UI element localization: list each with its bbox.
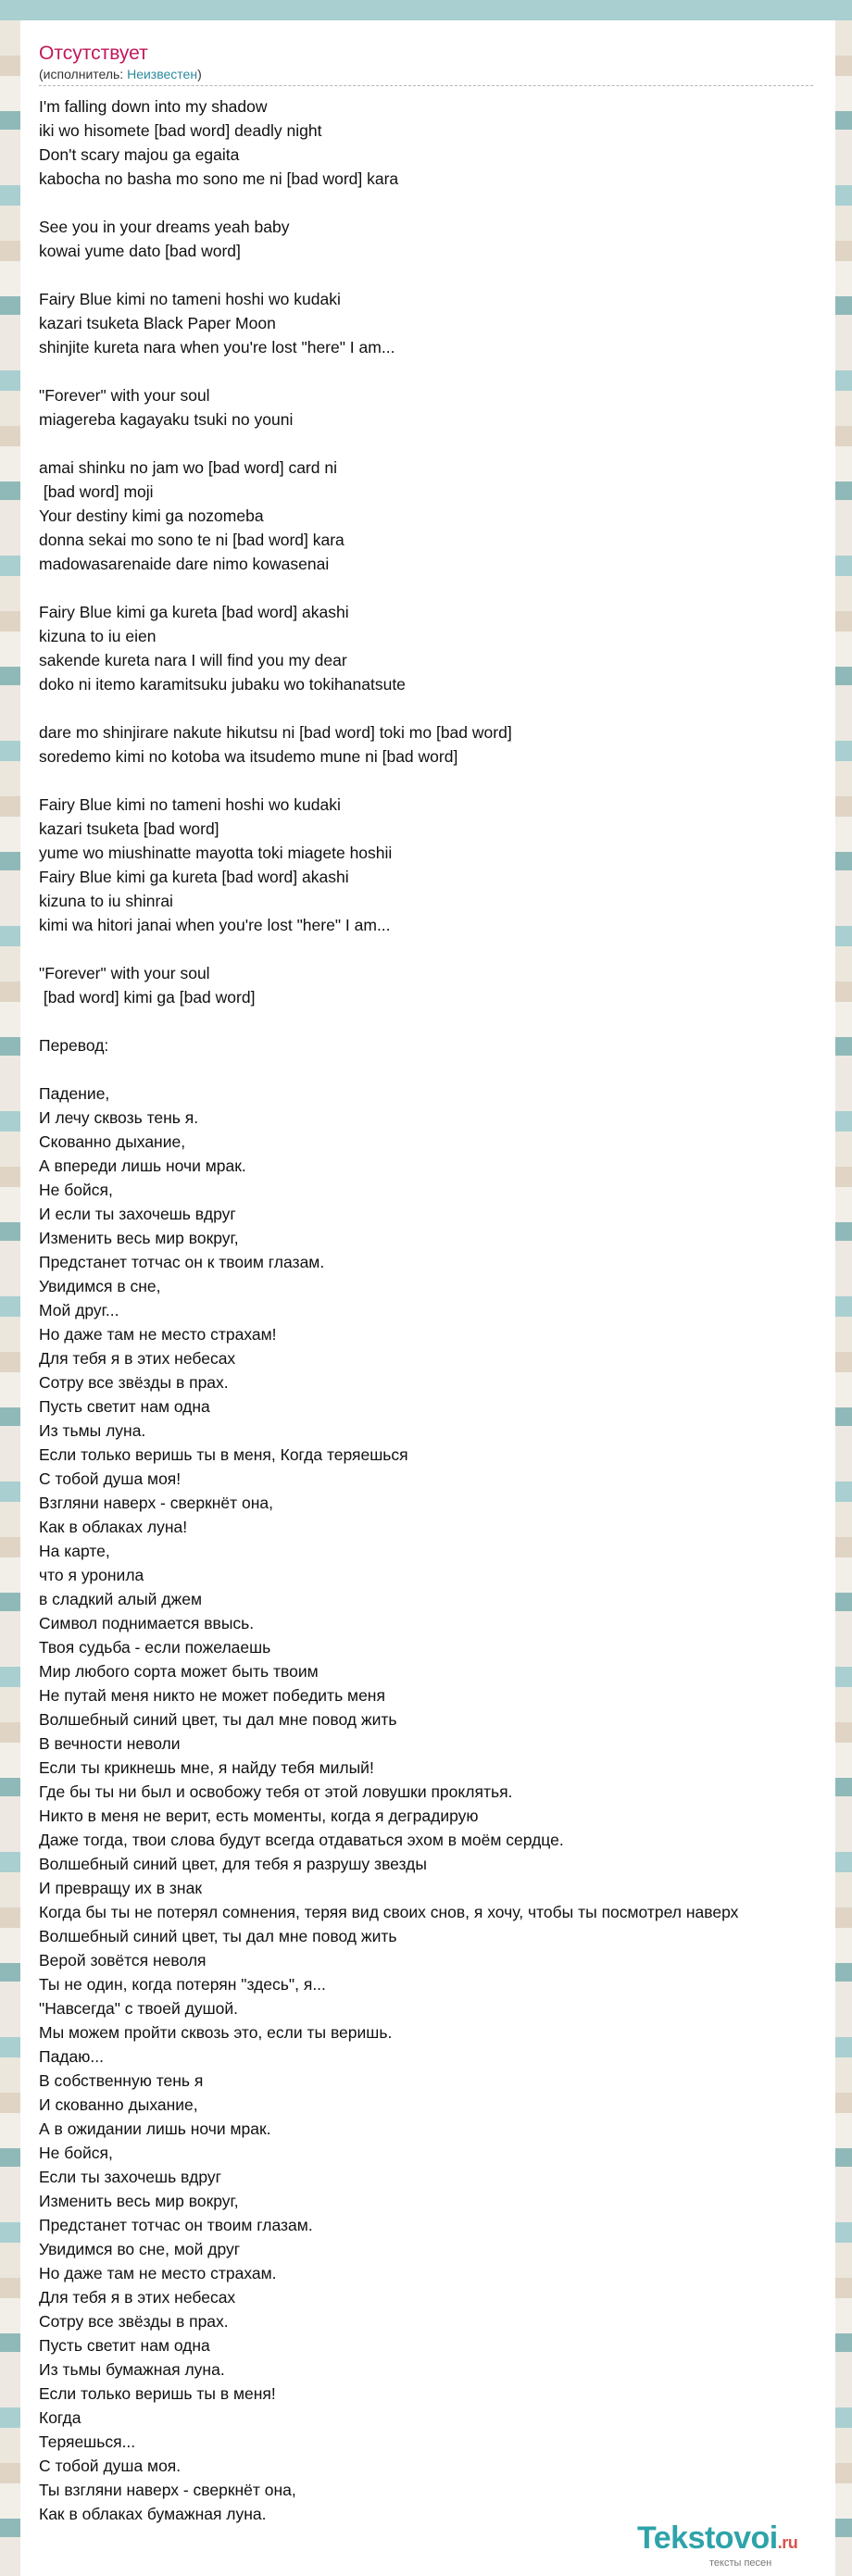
- lyric-line: iki wo hisomete [bad word] deadly night: [39, 121, 322, 140]
- lyric-line: Если только веришь ты в меня, Когда теряешься: [39, 1445, 408, 1464]
- lyric-line: Fairy Blue kimi ga kureta [bad word] akashi: [39, 603, 349, 621]
- lyric-line: "Навсегда" с твоей душой.: [39, 1999, 238, 2018]
- lyric-line: Где бы ты ни был и освобожу тебя от этой ловушки проклятья.: [39, 1782, 513, 1801]
- lyric-line: miagereba kagayaku tsuki no youni: [39, 410, 294, 429]
- lyric-line: kowai yume dato [bad word]: [39, 242, 241, 260]
- lyric-line: [39, 1057, 835, 1082]
- song-title: Отсутствует: [39, 43, 148, 64]
- lyric-line: kimi wa hitori janai when you're lost "here" I am...: [39, 916, 391, 934]
- lyric-line: В вечности неволи: [39, 1734, 181, 1753]
- lyric-line: А впереди лишь ночи мрак.: [39, 1157, 246, 1175]
- lyric-line: [39, 359, 835, 383]
- lyric-line: kizuna to iu eien: [39, 627, 157, 645]
- lyric-line: doko ni itemo karamitsuku jubaku wo tokihanatsute: [39, 675, 406, 694]
- lyric-line: Пусть светит нам одна: [39, 2336, 210, 2355]
- lyric-line: [39, 263, 835, 287]
- lyric-line: Мой друг...: [39, 1301, 119, 1319]
- lyric-line: Don't scary majou ga egaita: [39, 145, 240, 164]
- lyric-line: Твоя судьба - если пожелаешь: [39, 1638, 271, 1657]
- lyric-line: Ты не один, когда потерян "здесь", я...: [39, 1975, 326, 1994]
- lyric-line: Не бойся,: [39, 2144, 113, 2162]
- lyric-line: Fairy Blue kimi no tameni hoshi wo kudaki: [39, 795, 341, 814]
- lyric-line: dare mo shinjirare nakute hikutsu ni [bad word] toki mo [bad word]: [39, 723, 512, 742]
- lyric-line: Когда: [39, 2408, 81, 2427]
- lyric-line: Мир любого сорта может быть твоим: [39, 1662, 319, 1681]
- lyric-line: Изменить весь мир вокруг,: [39, 1229, 239, 1247]
- lyric-line: Сотру все звёзды в прах.: [39, 1373, 229, 1392]
- lyric-line: Волшебный синий цвет, ты дал мне повод жить: [39, 1927, 397, 1945]
- lyric-line: Сотру все звёзды в прах.: [39, 2312, 229, 2331]
- lyric-line: В собственную тень я: [39, 2071, 204, 2090]
- lyric-line: soredemo kimi no kotoba wa itsudemo mune ni [bad word]: [39, 747, 458, 766]
- lyric-line: Когда бы ты не потерял сомнения, теряя вид своих снов, я хочу, чтобы ты посмотрел наверх: [39, 1903, 739, 1921]
- lyric-line: Не путай меня никто не может победить меня: [39, 1686, 385, 1705]
- lyric-line: Не бойся,: [39, 1181, 113, 1199]
- lyric-line: [39, 576, 835, 600]
- lyric-line: Перевод:: [39, 1036, 109, 1055]
- logo-tld: .ru: [777, 2533, 798, 2552]
- song-page: [20, 20, 835, 2576]
- lyric-line: Если только веришь ты в меня!: [39, 2384, 276, 2403]
- lyric-line: Из тьмы луна.: [39, 1421, 146, 1440]
- lyric-line: Увидимся во сне, мой друг: [39, 2240, 241, 2258]
- lyric-line: И лечу сквозь тень я.: [39, 1108, 199, 1127]
- lyric-line: Если ты захочешь вдруг: [39, 2168, 222, 2186]
- title-divider: [39, 85, 813, 86]
- logo-tagline: тексты песен: [709, 2557, 772, 2569]
- lyric-line: kabocha no basha mo sono me ni [bad word] kara: [39, 169, 399, 188]
- lyric-line: На карте,: [39, 1542, 110, 1560]
- lyric-line: [bad word] kimi ga [bad word]: [39, 988, 256, 1007]
- lyric-line: I'm falling down into my shadow: [39, 97, 268, 116]
- lyric-line: И превращу их в знак: [39, 1879, 202, 1897]
- lyric-line: kazari tsuketa [bad word]: [39, 819, 219, 838]
- lyric-line: [39, 769, 835, 793]
- lyric-line: Никто в меня не верит, есть моменты, когда я деградирую: [39, 1807, 479, 1825]
- lyric-line: [39, 1009, 835, 1033]
- lyric-line: Предстанет тотчас он к твоим глазам.: [39, 1253, 325, 1271]
- lyric-line: Теряешься...: [39, 2432, 136, 2451]
- lyric-line: Скованно дыхание,: [39, 1132, 186, 1151]
- lyric-line: sakende kureta nara I will find you my dear: [39, 651, 347, 669]
- lyric-line: "Forever" with your soul: [39, 386, 210, 405]
- site-logo[interactable]: [637, 2520, 832, 2572]
- lyric-line: "Forever" with your soul: [39, 964, 210, 982]
- artist-prefix: (исполнитель:: [39, 67, 128, 81]
- lyric-line: Падаю...: [39, 2047, 104, 2066]
- lyric-line: Ты взгляни наверх - сверкнёт она,: [39, 2481, 296, 2499]
- lyric-line: [bad word] moji: [39, 482, 154, 501]
- lyric-line: С тобой душа моя.: [39, 2457, 182, 2475]
- lyric-line: Верой зовётся неволя: [39, 1951, 207, 1970]
- lyric-line: Для тебя я в этих небесах: [39, 2288, 236, 2307]
- lyric-line: [39, 191, 835, 215]
- lyric-line: See you in your dreams yeah baby: [39, 218, 290, 236]
- lyric-line: Даже тогда, твои слова будут всегда отдаваться эхом в моём сердце.: [39, 1831, 564, 1849]
- artist-link[interactable]: Неизвестен: [127, 67, 198, 81]
- lyric-line: Но даже там не место страхам!: [39, 1325, 277, 1344]
- lyric-line: [39, 937, 835, 961]
- lyric-line: yume wo miushinatte mayotta toki miagete hoshii: [39, 844, 393, 862]
- lyric-line: И если ты захочешь вдруг: [39, 1205, 236, 1223]
- lyric-line: Для тебя я в этих небесах: [39, 1349, 236, 1368]
- lyric-line: что я уронила: [39, 1566, 144, 1584]
- lyric-line: Your destiny kimi ga nozomeba: [39, 506, 264, 525]
- artist-suffix: ): [197, 67, 202, 81]
- artist-line: [39, 67, 202, 81]
- lyric-line: kazari tsuketa Black Paper Moon: [39, 314, 276, 332]
- lyric-line: А в ожидании лишь ночи мрак.: [39, 2120, 271, 2138]
- logo-wordmark: [637, 2520, 797, 2557]
- lyric-line: Предстанет тотчас он твоим глазам.: [39, 2216, 313, 2234]
- lyric-line: Волшебный синий цвет, для тебя я разрушу звезды: [39, 1855, 427, 1873]
- lyric-line: Как в облаках луна!: [39, 1518, 188, 1536]
- lyric-line: Увидимся в сне,: [39, 1277, 161, 1295]
- lyric-line: [39, 431, 835, 456]
- lyric-line: Если ты крикнешь мне, я найду тебя милый!: [39, 1758, 374, 1777]
- lyric-line: madowasarenaide dare nimo kowasenai: [39, 555, 330, 573]
- lyric-line: Волшебный синий цвет, ты дал мне повод жить: [39, 1710, 397, 1729]
- lyric-line: Как в облаках бумажная луна.: [39, 2505, 267, 2523]
- lyrics-text: [39, 94, 835, 2526]
- lyric-line: Мы можем пройти сквозь это, если ты веришь.: [39, 2023, 393, 2042]
- lyric-line: Падение,: [39, 1084, 110, 1103]
- lyric-line: в сладкий алый джем: [39, 1590, 202, 1608]
- lyric-line: Из тьмы бумажная луна.: [39, 2360, 225, 2379]
- logo-name: Tekstovoi: [637, 2520, 778, 2556]
- lyric-line: Изменить весь мир вокруг,: [39, 2192, 239, 2210]
- lyric-line: С тобой душа моя!: [39, 1469, 182, 1488]
- lyric-line: amai shinku no jam wo [bad word] card ni: [39, 458, 337, 477]
- lyric-line: Символ поднимается ввысь.: [39, 1614, 255, 1632]
- lyric-line: Пусть светит нам одна: [39, 1397, 210, 1416]
- lyric-line: Взгляни наверх - сверкнёт она,: [39, 1494, 273, 1512]
- lyric-line: kizuna to iu shinrai: [39, 892, 173, 910]
- lyric-line: Но даже там не место страхам.: [39, 2264, 277, 2282]
- lyric-line: И скованно дыхание,: [39, 2095, 198, 2114]
- lyric-line: Fairy Blue kimi ga kureta [bad word] akashi: [39, 868, 349, 886]
- lyric-line: [39, 696, 835, 720]
- lyric-line: donna sekai mo sono te ni [bad word] kara: [39, 531, 345, 549]
- lyric-line: Fairy Blue kimi no tameni hoshi wo kudaki: [39, 290, 341, 308]
- lyric-line: shinjite kureta nara when you're lost "here" I am...: [39, 338, 395, 356]
